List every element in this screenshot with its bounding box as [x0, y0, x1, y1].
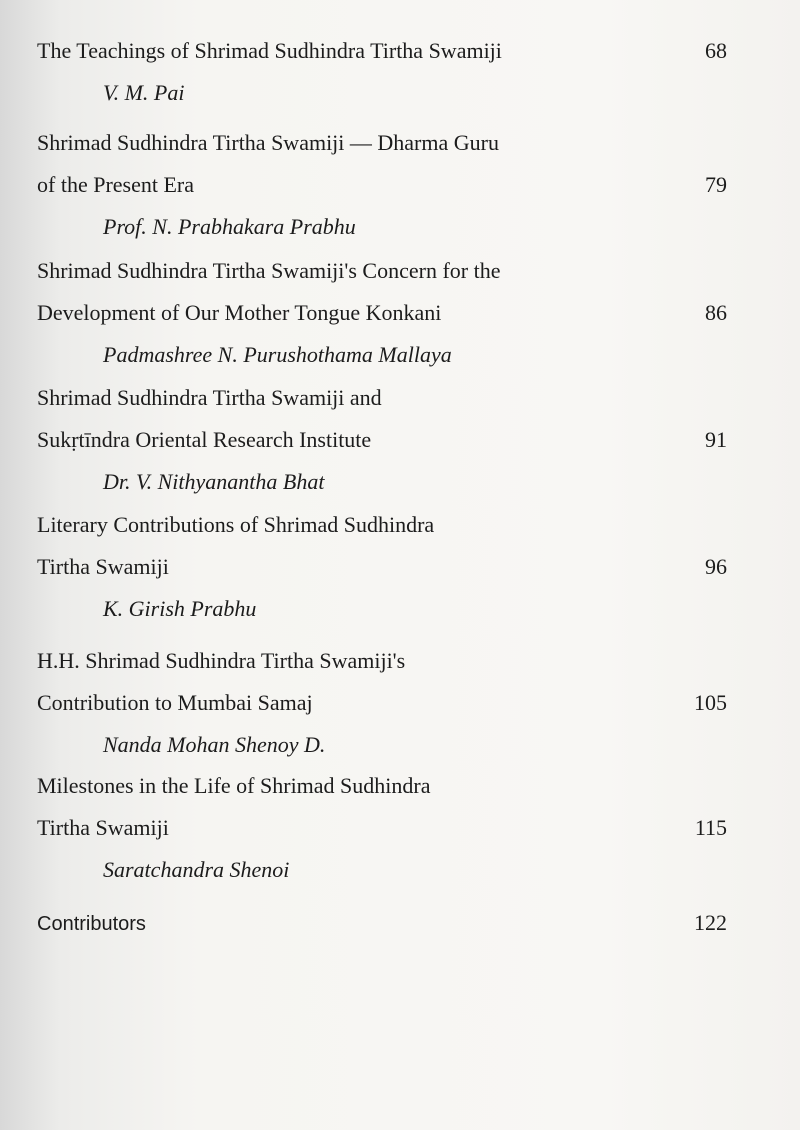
- entry-title-line: Sukṛtīndra Oriental Research Institute 91: [37, 419, 727, 461]
- toc-entry: [37, 504, 727, 630]
- page-number: 91: [705, 427, 727, 452]
- entry-title-line: Literary Contributions of Shrimad Sudhindra: [37, 512, 435, 537]
- entry-author: Saratchandra Shenoi: [103, 857, 290, 882]
- page-number: 96: [705, 554, 727, 579]
- entry-title-line: Tirtha Swamiji 96: [37, 546, 727, 588]
- toc-entry: [37, 765, 727, 891]
- toc-entry: [37, 640, 727, 766]
- toc-entry: [37, 250, 727, 376]
- entry-title-line: Shrimad Sudhindra Tirtha Swamiji — Dharma Guru: [37, 130, 499, 155]
- contributors-label: Contributors: [37, 913, 146, 935]
- entry-title-line: Milestones in the Life of Shrimad Sudhindra: [37, 773, 431, 798]
- entry-author: Prof. N. Prabhakara Prabhu: [103, 214, 356, 239]
- entry-title-line: Contribution to Mumbai Samaj 105: [37, 682, 727, 724]
- page-number: 105: [694, 690, 727, 715]
- entry-author: Nanda Mohan Shenoy D.: [103, 732, 326, 757]
- entry-author: K. Girish Prabhu: [103, 596, 257, 621]
- page-number: 79: [705, 172, 727, 197]
- toc-entry: [37, 122, 727, 248]
- entry-author: Dr. V. Nithyanantha Bhat: [103, 469, 325, 494]
- page-number: 122: [694, 910, 727, 935]
- entry-title-line: Shrimad Sudhindra Tirtha Swamiji's Concern for the: [37, 258, 501, 283]
- toc-entry: [37, 30, 727, 114]
- entry-title-line: Development of Our Mother Tongue Konkani 86: [37, 292, 727, 334]
- entry-title-line: [37, 902, 727, 944]
- toc-entry-contributors: [37, 902, 727, 944]
- page-number: 115: [694, 815, 727, 840]
- entry-title-line: The Teachings of Shrimad Sudhindra Tirtha Swamiji 68: [37, 30, 727, 72]
- entry-title-line: Tirtha Swamiji 115: [37, 807, 727, 849]
- entry-title-line: Shrimad Sudhindra Tirtha Swamiji and: [37, 385, 382, 410]
- toc-entry: [37, 377, 727, 503]
- entry-title-line: H.H. Shrimad Sudhindra Tirtha Swamiji's: [37, 648, 406, 673]
- entry-title-line: of the Present Era 79: [37, 164, 727, 206]
- entry-author: Padmashree N. Purushothama Mallaya: [103, 342, 452, 367]
- page-number: 86: [705, 300, 727, 325]
- entry-author: V. M. Pai: [103, 80, 185, 105]
- page-number: 68: [705, 38, 727, 63]
